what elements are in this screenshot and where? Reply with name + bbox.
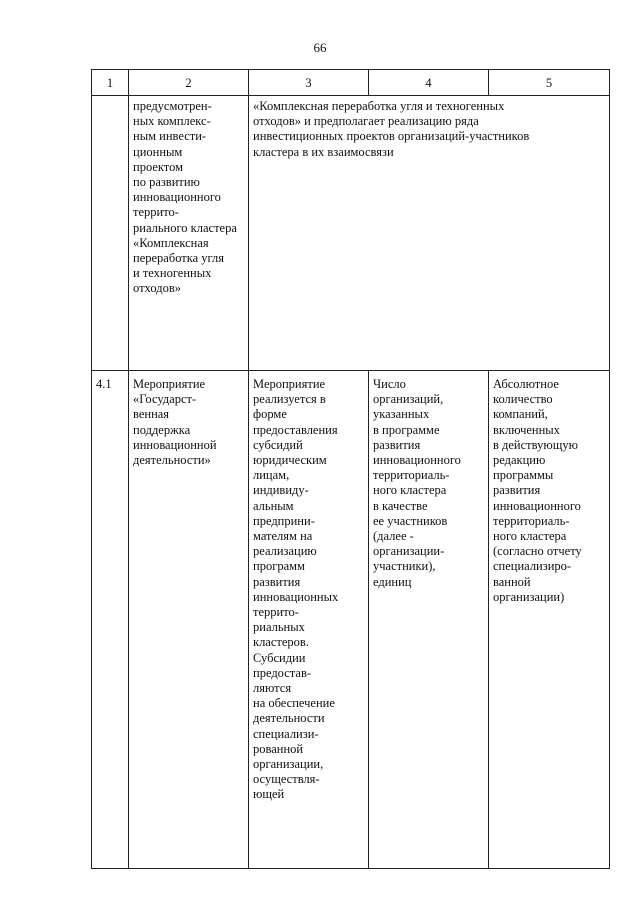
header-cell-3: 3 [249, 70, 369, 96]
header-cell-2: 2 [129, 70, 249, 96]
event-description-text: Мероприятие реализуется в форме предоставления субсидий юридическим лицам, индивиду- альным предприни- мателям на реализацию программ развития инновационных террито- риальных кластеров. Субсидии предостав- ляются на обеспечение деятельности специализи- рованной организации, осуществля- ющей [253, 377, 339, 802]
table-header-row [92, 70, 610, 96]
event-description-cell [249, 371, 369, 869]
header-cell-4: 4 [369, 70, 489, 96]
indicator-name-text: Число организаций, указанных в программе развития инновационного территориаль- ного кластера в качестве ее участников (далее - организации- участники), единиц [373, 377, 461, 589]
row-number-cell: 4.1 [92, 371, 129, 869]
merged-description-cell [249, 96, 610, 371]
table-row [92, 96, 610, 371]
event-name-cell [129, 371, 249, 869]
row-number-cell [92, 96, 129, 371]
header-cell-1: 1 [92, 70, 129, 96]
merged-description-text: «Комплексная переработка угля и техногенных отходов» и предполагает реализацию ряда инвестиционных проектов организаций-участников кластера в их взаимосвязи [253, 99, 530, 159]
indicator-name-cell [369, 371, 489, 869]
indicator-method-text: Абсолютное количество компаний, включенных в действующую редакцию программы развития инновационного территориаль- ного кластера (согласно отчету специализиро- ванной организации) [493, 377, 582, 604]
data-table [91, 69, 610, 869]
table-row [92, 371, 610, 869]
indicator-method-cell [489, 371, 610, 869]
header-cell-5: 5 [489, 70, 610, 96]
page-number: 66 [313, 40, 327, 55]
event-name-text: Мероприятие «Государст- венная поддержка инновационной деятельности» [133, 377, 217, 468]
event-name-text: предусмотрен- ных комплекс- ным инвести- ционным проектом по развитию инновационного террито- риального кластера «Комплексная переработка угля и техногенных отходов» [133, 99, 237, 296]
event-name-cell [129, 96, 249, 371]
